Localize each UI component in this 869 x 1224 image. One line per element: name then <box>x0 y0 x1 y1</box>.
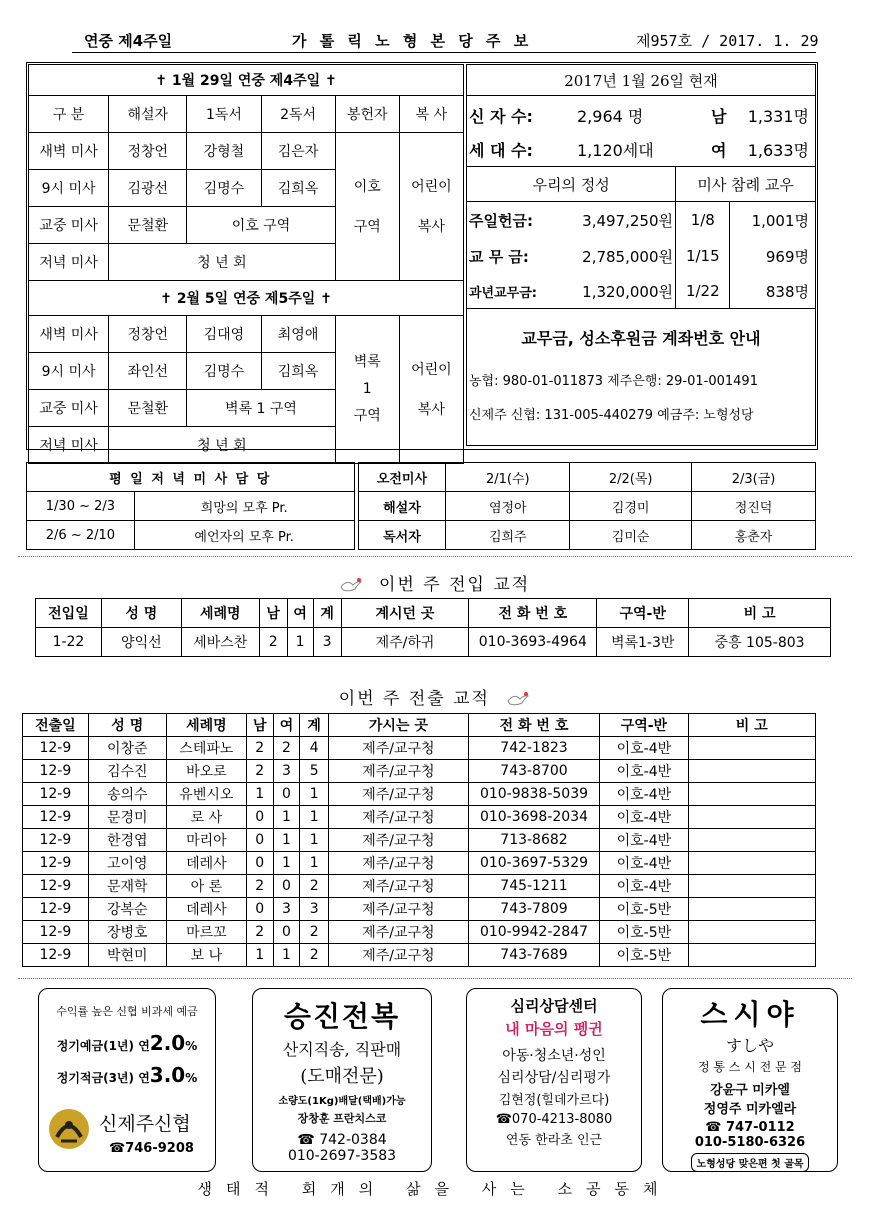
table-cell <box>688 806 815 829</box>
mass-name: 9시 미사 <box>29 170 109 207</box>
table-cell: 1 <box>273 806 300 829</box>
table-cell: 745-1211 <box>468 875 599 898</box>
offering-title: 우리의 정성 <box>467 167 676 202</box>
dove-icon <box>339 577 363 593</box>
table-cell: 1 <box>273 944 300 967</box>
attendance-date: 1/8 <box>676 202 730 239</box>
readers-combined: 이호 구역 <box>187 207 335 244</box>
table-cell: 12-9 <box>23 875 89 898</box>
table-row <box>23 852 816 875</box>
column-header: 여 <box>287 599 313 628</box>
table-cell: 2 <box>246 875 273 898</box>
percent-sign: % <box>185 1039 198 1053</box>
transfer-in-title: 이번 주 전입 교적 <box>379 575 531 595</box>
attendance-date: 1/22 <box>676 274 730 309</box>
rate-value: 2.0 <box>149 1031 186 1055</box>
server-line: 복사 <box>417 401 445 418</box>
ad-phone: 010-2697-3583 <box>287 1148 397 1164</box>
bulletin-header <box>0 28 869 54</box>
table-cell: 제주/교구청 <box>329 898 469 921</box>
ad-line: 소량도(1Kg)배달(택배)가능 <box>278 1096 406 1107</box>
table-cell: 데레사 <box>166 852 246 875</box>
population-block <box>467 96 816 167</box>
female-count: 1,633명 <box>747 141 809 160</box>
table-cell: 제주/교구청 <box>329 944 469 967</box>
column-header: 여 <box>273 714 300 737</box>
table-cell: 12-9 <box>23 829 89 852</box>
ad-name: 스시야 <box>700 998 800 1031</box>
offering-label: 교 무 금: <box>469 247 529 266</box>
commentator-label: 해설자 <box>358 492 446 521</box>
offering-label: 주일헌금: <box>469 211 533 230</box>
table-cell: 제주/하귀 <box>341 628 469 657</box>
transfer-in-table <box>35 598 831 657</box>
rate-label: 정기적금(3년) 연 <box>56 1071 150 1085</box>
reader1: 김명수 <box>187 170 261 207</box>
table-cell: 이호-5반 <box>600 944 688 967</box>
server-line: 어린이 <box>411 178 452 195</box>
footer-motto: 생태적 회개의 삶을 사는 소공동체 <box>197 1180 672 1198</box>
commentator: 정진덕 <box>692 492 816 521</box>
offertory-line: 벽록 <box>353 354 381 370</box>
table-cell <box>688 944 815 967</box>
table-cell: 문재학 <box>88 875 166 898</box>
ad-line: 심리상담/심리평가 <box>497 1070 611 1086</box>
ad-phone: ☎746-9208 <box>109 1141 194 1156</box>
offertory-line: 구역 <box>353 408 381 424</box>
transfer-in-heading <box>0 570 869 595</box>
column-header: 가시는 곳 <box>329 714 469 737</box>
column-header: 성 명 <box>88 714 166 737</box>
table-cell: 1 <box>300 852 329 875</box>
households-count: 1,120세대 <box>577 141 654 160</box>
table-cell: 12-9 <box>23 921 89 944</box>
ad-location: 연동 한라초 인근 <box>505 1133 603 1148</box>
reader: 김미순 <box>570 521 692 550</box>
table-cell: 제주/교구청 <box>329 783 469 806</box>
table-cell: 12-9 <box>23 944 89 967</box>
believers-count: 2,964 명 <box>577 107 644 126</box>
rate-label: 정기예금(1년) 연 <box>56 1039 150 1053</box>
table-cell: 세바스찬 <box>181 628 259 657</box>
week1-title: ✝ 1월 29일 연중 제4주일 ✝ <box>29 65 464 96</box>
weekday-mass-table <box>26 462 816 550</box>
column-header: 계 <box>313 599 341 628</box>
table-cell: 이호-4반 <box>600 829 688 852</box>
table-cell: 1 <box>246 783 273 806</box>
table-cell: 고이영 <box>88 852 166 875</box>
table-cell <box>688 875 815 898</box>
column-header: 남 <box>259 599 287 628</box>
table-cell <box>688 852 815 875</box>
table-row <box>23 944 816 967</box>
believers-label: 신 자 수: <box>469 107 533 126</box>
table-cell: 양익선 <box>101 628 181 657</box>
attendance-count: 1,001명 <box>730 202 816 239</box>
table-cell: 이호-5반 <box>600 921 688 944</box>
column-header: 세례명 <box>181 599 259 628</box>
column-header: 전입일 <box>36 599 102 628</box>
mass-name: 저녁 미사 <box>29 427 109 464</box>
header-rule <box>72 52 816 53</box>
day-header: 2/2(목) <box>570 463 692 492</box>
table-cell: 0 <box>246 852 273 875</box>
table-cell: 제주/교구청 <box>329 875 469 898</box>
reader: 홍춘자 <box>692 521 816 550</box>
bulletin-title: 가 톨 릭 노 형 본 당 주 보 <box>292 32 533 50</box>
col-server: 복 사 <box>399 96 463 133</box>
ad-line: 아동·청소년·성인 <box>502 1048 606 1064</box>
transfer-out-header <box>23 714 816 737</box>
table-cell: 2 <box>246 921 273 944</box>
table-cell: 한경엽 <box>88 829 166 852</box>
mass-schedule-table <box>28 64 464 464</box>
table-cell: 713-8682 <box>468 829 599 852</box>
transfer-in-header <box>36 599 831 628</box>
account-line: 농협: 980-01-011873 제주은행: 29-01-001491 <box>469 374 758 389</box>
table-cell: 12-9 <box>23 760 89 783</box>
ad-counseling <box>466 988 642 1172</box>
column-header: 구역-반 <box>597 599 689 628</box>
commentator: 김광선 <box>109 170 187 207</box>
table-cell: 제주/교구청 <box>329 737 469 760</box>
offering-amount: 3,497,250원 <box>582 211 673 230</box>
offertory-line: 구역 <box>353 218 381 235</box>
week1-offertory <box>335 133 399 281</box>
table-cell: 3 <box>273 760 300 783</box>
col-commentator: 해설자 <box>109 96 187 133</box>
table-cell: 제주/교구청 <box>329 760 469 783</box>
table-cell: 1-22 <box>36 628 102 657</box>
offertory-line: 이호 <box>353 178 381 195</box>
table-cell: 12-9 <box>23 898 89 921</box>
account-title: 교무금, 성소후원금 계좌번호 안내 <box>521 329 761 348</box>
assigned-group: 희망의 모후 Pr. <box>134 492 354 521</box>
table-row <box>23 737 816 760</box>
reader-label: 독서자 <box>358 521 446 550</box>
table-cell: 12-9 <box>23 783 89 806</box>
attendance-count: 838명 <box>730 274 816 309</box>
ad-name: 심리상담센터 <box>510 997 598 1015</box>
offering-amount: 1,320,000원 <box>582 282 673 301</box>
section-divider <box>18 556 852 557</box>
ad-brand: 내 마음의 펭귄 <box>505 1020 603 1038</box>
table-cell: 0 <box>246 806 273 829</box>
table-cell <box>688 921 815 944</box>
table-cell: 중흥 105-803 <box>689 628 831 657</box>
male-label: 남 <box>711 107 727 126</box>
commentator: 문철환 <box>109 390 187 427</box>
commentator: 문철환 <box>109 207 187 244</box>
day-header: 2/3(금) <box>692 463 816 492</box>
table-cell: 743-8700 <box>468 760 599 783</box>
table-cell: 송의수 <box>88 783 166 806</box>
table-cell: 2 <box>273 737 300 760</box>
transfer-out-heading <box>0 684 869 709</box>
table-cell: 010-3693-4964 <box>469 628 597 657</box>
mass-name: 9시 미사 <box>29 353 109 390</box>
table-row <box>23 921 816 944</box>
column-header: 전 화 번 호 <box>468 714 599 737</box>
table-cell: 3 <box>273 898 300 921</box>
column-header: 비 고 <box>688 714 815 737</box>
table-cell: 이호-4반 <box>600 806 688 829</box>
ad-sushi <box>662 988 838 1172</box>
col-reading1: 1독서 <box>187 96 261 133</box>
mass-name: 교중 미사 <box>29 390 109 427</box>
households-label: 세 대 수: <box>469 141 533 160</box>
table-cell: 2 <box>300 921 329 944</box>
offering-amount: 2,785,000원 <box>582 247 673 266</box>
table-cell: 벽록1-3반 <box>597 628 689 657</box>
table-cell: 보 나 <box>166 944 246 967</box>
morning-label: 오전미사 <box>358 463 446 492</box>
ad-rate-line <box>39 1063 215 1087</box>
table-cell: 1 <box>246 944 273 967</box>
account-line: 신제주 신협: 131-005-440279 예금주: 노형성당 <box>469 408 754 423</box>
ad-rate-line <box>39 1031 215 1055</box>
week2-server <box>399 316 463 464</box>
table-cell <box>688 829 815 852</box>
table-row <box>23 760 816 783</box>
table-cell: 742-1823 <box>468 737 599 760</box>
ad-name: 신제주신협 <box>99 1113 191 1135</box>
table-cell: 0 <box>273 783 300 806</box>
commentator: 정창언 <box>109 316 187 353</box>
ad-shinhyup <box>38 988 216 1172</box>
table-row <box>23 829 816 852</box>
table-cell: 1 <box>273 852 300 875</box>
mass-name: 저녁 미사 <box>29 244 109 281</box>
rate-value: 3.0 <box>149 1063 186 1087</box>
ad-line: 산지직송, 직판매 <box>282 1040 402 1059</box>
table-cell: 1 <box>300 829 329 852</box>
commentator: 정창언 <box>109 133 187 170</box>
table-cell: 제주/교구청 <box>329 806 469 829</box>
attendance-date: 1/15 <box>676 238 730 274</box>
table-cell: 743-7809 <box>468 898 599 921</box>
group-combined: 청 년 회 <box>109 244 335 281</box>
ad-line: 정영주 미카엘라 <box>703 1102 797 1117</box>
table-cell: 12-9 <box>23 737 89 760</box>
column-header: 전출일 <box>23 714 89 737</box>
ad-line: 정 통 스 시 전 문 점 <box>697 1060 803 1074</box>
ad-location: 노형성당 맞은편 첫 골목 <box>691 1153 808 1172</box>
table-cell: 0 <box>246 898 273 921</box>
table-cell: 제주/교구청 <box>329 852 469 875</box>
week-dates: 2/6 ~ 2/10 <box>27 521 135 550</box>
week-dates: 1/30 ~ 2/3 <box>27 492 135 521</box>
table-cell: 010-3697-5329 <box>468 852 599 875</box>
transfer-out-title: 이번 주 전출 교적 <box>338 689 490 709</box>
table-cell: 이호-4반 <box>600 875 688 898</box>
offering-row <box>467 202 676 239</box>
week2-offertory <box>335 316 399 464</box>
table-cell: 마리아 <box>166 829 246 852</box>
male-count: 1,331명 <box>747 107 809 126</box>
table-cell: 로 사 <box>166 806 246 829</box>
table-row <box>23 898 816 921</box>
section-divider <box>18 978 852 979</box>
table-cell: 제주/교구청 <box>329 921 469 944</box>
percent-sign: % <box>185 1071 198 1085</box>
table-cell: 1 <box>300 783 329 806</box>
column-header: 계 <box>300 714 329 737</box>
reader2: 최영애 <box>261 316 335 353</box>
liturgical-week: 연중 제4주일 <box>84 32 173 50</box>
table-cell: 4 <box>300 737 329 760</box>
table-cell <box>688 783 815 806</box>
table-cell: 3 <box>313 628 341 657</box>
table-cell: 이호-4반 <box>600 783 688 806</box>
stats-date: 2017년 1월 26일 현재 <box>467 65 816 96</box>
attendance-title: 미사 참례 교우 <box>676 167 816 202</box>
table-cell: 마르꼬 <box>166 921 246 944</box>
table-cell: 12-9 <box>23 806 89 829</box>
table-cell: 유벤시오 <box>166 783 246 806</box>
table-cell: 010-3698-2034 <box>468 806 599 829</box>
table-cell: 1 <box>287 628 313 657</box>
col-division: 구 분 <box>29 96 109 133</box>
table-cell: 2 <box>246 760 273 783</box>
table-cell: 2 <box>300 875 329 898</box>
column-header: 계시던 곳 <box>341 599 469 628</box>
reader: 김희주 <box>446 521 570 550</box>
table-cell: 바오로 <box>166 760 246 783</box>
offering-row <box>467 274 676 309</box>
table-cell: 강복순 <box>88 898 166 921</box>
column-header: 세례명 <box>166 714 246 737</box>
commentator: 좌인선 <box>109 353 187 390</box>
table-cell: 박현미 <box>88 944 166 967</box>
table-cell: 3 <box>300 898 329 921</box>
column-header: 성 명 <box>101 599 181 628</box>
table-cell: 스테파노 <box>166 737 246 760</box>
table-cell: 이호-4반 <box>600 852 688 875</box>
table-row <box>23 875 816 898</box>
ad-phone: ☎ 747-0112 <box>705 1120 795 1135</box>
commentator: 김경미 <box>570 492 692 521</box>
ad-line: (도매전문) <box>300 1066 384 1087</box>
commentator: 염정아 <box>446 492 570 521</box>
table-cell: 0 <box>246 829 273 852</box>
week1-server <box>399 133 463 281</box>
table-cell: 장병호 <box>88 921 166 944</box>
attendance-count: 969명 <box>730 238 816 274</box>
table-cell: 0 <box>273 921 300 944</box>
col-offertory: 봉헌자 <box>335 96 399 133</box>
reader2: 김은자 <box>261 133 335 170</box>
mass-name: 교중 미사 <box>29 207 109 244</box>
table-row <box>23 806 816 829</box>
account-info <box>467 309 816 446</box>
reader1: 김대영 <box>187 316 261 353</box>
table-cell: 이호-5반 <box>600 898 688 921</box>
col-reading2: 2독서 <box>261 96 335 133</box>
table-cell: 이호-4반 <box>600 760 688 783</box>
server-line: 어린이 <box>411 361 452 378</box>
ad-seungjin <box>252 988 432 1172</box>
table-cell: 데레사 <box>166 898 246 921</box>
ad-phone: ☎ 742-0384 <box>297 1132 387 1148</box>
reader2: 김희옥 <box>261 353 335 390</box>
ad-phone: ☎070-4213-8080 <box>495 1112 613 1127</box>
table-cell: 2 <box>246 737 273 760</box>
table-cell: 2 <box>300 944 329 967</box>
group-combined: 청 년 회 <box>109 427 335 464</box>
table-cell: 010-9942-2847 <box>468 921 599 944</box>
table-cell <box>688 760 815 783</box>
table-cell <box>688 737 815 760</box>
parish-stats-table <box>466 64 816 446</box>
week2-title: ✝ 2월 5일 연중 제5주일 ✝ <box>29 281 464 316</box>
dove-icon <box>506 691 530 707</box>
table-cell: 이호-4반 <box>600 737 688 760</box>
table-cell: 0 <box>273 875 300 898</box>
table-cell <box>688 898 815 921</box>
table-cell: 2 <box>259 628 287 657</box>
readers-combined: 벽록 1 구역 <box>187 390 335 427</box>
column-header: 전 화 번 호 <box>469 599 597 628</box>
table-cell: 1 <box>300 806 329 829</box>
reader2: 김희옥 <box>261 170 335 207</box>
weekday-title: 평 일 저 녁 미 사 담 당 <box>27 463 355 492</box>
issue-number: 제957호 / 2017. 1. 29 <box>636 32 819 50</box>
table-cell: 743-7689 <box>468 944 599 967</box>
ad-tagline: 수익률 높은 신협 비과세 예금 <box>56 1005 198 1018</box>
server-line: 복사 <box>417 218 445 235</box>
table-row <box>36 628 831 657</box>
reader1: 강형철 <box>187 133 261 170</box>
column-header: 비 고 <box>689 599 831 628</box>
offertory-line: 1 <box>362 381 372 397</box>
mass-name: 새벽 미사 <box>29 133 109 170</box>
shinhyup-logo-icon <box>47 1107 91 1155</box>
day-header: 2/1(수) <box>446 463 570 492</box>
table-row <box>23 783 816 806</box>
column-header: 구역-반 <box>600 714 688 737</box>
transfer-out-table <box>22 713 816 967</box>
column-header: 남 <box>246 714 273 737</box>
table-cell: 이창준 <box>88 737 166 760</box>
table-cell: 김수진 <box>88 760 166 783</box>
offering-row <box>467 238 676 274</box>
table-cell: 010-9838-5039 <box>468 783 599 806</box>
ad-line: 장창훈 프란치스코 <box>297 1112 387 1125</box>
ad-line: 강윤구 미카엘 <box>710 1083 790 1098</box>
assigned-group: 예언자의 모후 Pr. <box>134 521 354 550</box>
offering-label: 과년교무금: <box>469 285 537 301</box>
ad-line: 김현정(힐데가르다) <box>498 1093 610 1108</box>
ad-kana: すしや <box>725 1036 774 1055</box>
table-cell: 아 론 <box>166 875 246 898</box>
table-cell: 12-9 <box>23 852 89 875</box>
table-cell: 1 <box>273 829 300 852</box>
ad-phone: 010-5180-6326 <box>694 1135 806 1150</box>
ad-name: 승진전복 <box>283 1000 401 1033</box>
table-cell: 문경미 <box>88 806 166 829</box>
mass-name: 새벽 미사 <box>29 316 109 353</box>
reader1: 김명수 <box>187 353 261 390</box>
table-cell: 5 <box>300 760 329 783</box>
female-label: 여 <box>711 141 727 160</box>
table-cell: 제주/교구청 <box>329 829 469 852</box>
